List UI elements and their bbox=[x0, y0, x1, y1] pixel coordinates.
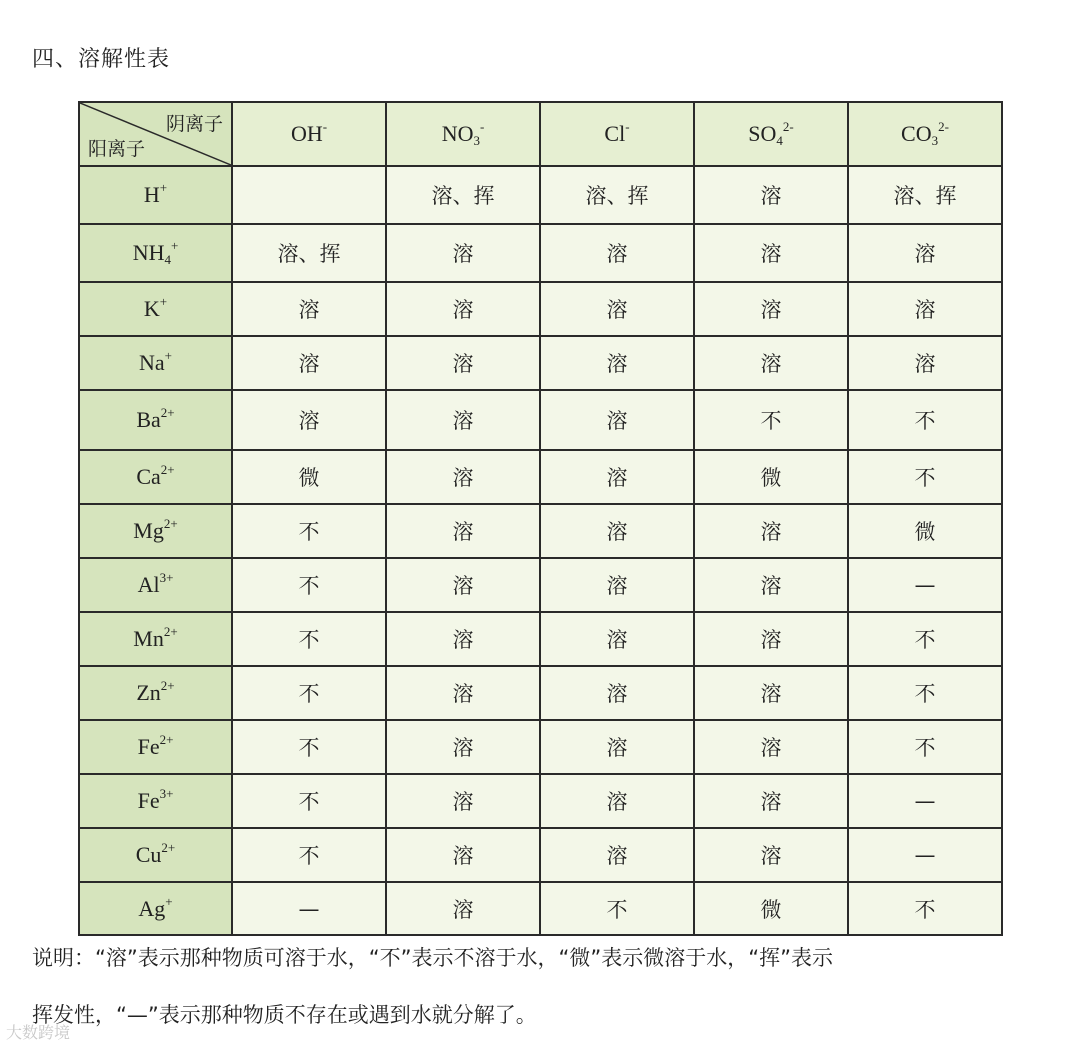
watermark: 大数跨境 bbox=[6, 1023, 71, 1042]
solubility-cell: 溶 bbox=[694, 720, 848, 774]
solubility-cell: 不 bbox=[848, 450, 1002, 504]
cation-header bbox=[79, 612, 232, 666]
solubility-cell: 不 bbox=[848, 882, 1002, 935]
solubility-cell: 不 bbox=[848, 390, 1002, 450]
cation-header bbox=[79, 166, 232, 224]
legend-note-line1: 说明：“溶”表示那种物质可溶于水，“不”表示不溶于水，“微”表示微溶于水，“挥”表示 bbox=[32, 946, 834, 970]
solubility-cell: 微 bbox=[232, 450, 386, 504]
solubility-cell: 溶 bbox=[386, 282, 540, 336]
solubility-cell: 溶 bbox=[694, 774, 848, 828]
solubility-cell: 溶 bbox=[694, 612, 848, 666]
cation-header bbox=[79, 450, 232, 504]
table-row bbox=[79, 828, 1002, 882]
table-row bbox=[79, 282, 1002, 336]
cation-formula: $Ba^{2+}$ bbox=[136, 405, 175, 432]
solubility-cell: 不 bbox=[540, 882, 694, 935]
solubility-cell: 溶 bbox=[386, 390, 540, 450]
solubility-cell: 不 bbox=[848, 666, 1002, 720]
cation-header bbox=[79, 504, 232, 558]
cation-header bbox=[79, 882, 232, 935]
solubility-cell: 溶 bbox=[386, 224, 540, 282]
solubility-cell: 不 bbox=[848, 720, 1002, 774]
table-row bbox=[79, 336, 1002, 390]
anion-formula: $SO_4^{2-}$ bbox=[748, 119, 794, 148]
header-row bbox=[79, 102, 1002, 166]
legend-note-line2: 挥发性，“—”表示那种物质不存在或遇到水就分解了。 bbox=[32, 1003, 537, 1027]
solubility-cell: 溶 bbox=[540, 720, 694, 774]
anion-formula: $NO_3^-$ bbox=[441, 119, 485, 148]
cation-header bbox=[79, 558, 232, 612]
solubility-cell: 微 bbox=[694, 882, 848, 935]
table-row bbox=[79, 558, 1002, 612]
solubility-cell: 溶 bbox=[694, 166, 848, 224]
cation-header bbox=[79, 282, 232, 336]
solubility-cell: 溶 bbox=[386, 666, 540, 720]
cation-formula: H+ bbox=[143, 180, 168, 207]
solubility-cell: 不 bbox=[232, 558, 386, 612]
solubility-cell: 溶、挥 bbox=[386, 166, 540, 224]
cation-header bbox=[79, 828, 232, 882]
cation-formula: $Fe^{2+}$ bbox=[137, 732, 174, 759]
solubility-cell: 微 bbox=[694, 450, 848, 504]
cation-formula: $Al^{3+}$ bbox=[137, 570, 174, 597]
solubility-cell: 溶、挥 bbox=[540, 166, 694, 224]
cation-formula: $Zn^{2+}$ bbox=[136, 678, 175, 705]
solubility-cell: 溶 bbox=[386, 720, 540, 774]
cation-formula: $Cu^{2+}$ bbox=[135, 840, 176, 867]
cation-formula: K+ bbox=[143, 294, 168, 321]
cation-header bbox=[79, 390, 232, 450]
solubility-cell: 溶 bbox=[386, 882, 540, 935]
solubility-cell: 溶 bbox=[694, 828, 848, 882]
solubility-table bbox=[78, 101, 1003, 936]
cation-formula: $Mg^{2+}$ bbox=[133, 516, 178, 543]
cation-formula: $Mn^{2+}$ bbox=[133, 624, 178, 651]
anion-header bbox=[540, 102, 694, 166]
solubility-cell: 溶 bbox=[694, 666, 848, 720]
cation-axis-label: 阳离子 bbox=[88, 138, 146, 160]
anion-header bbox=[848, 102, 1002, 166]
solubility-cell: 溶 bbox=[848, 336, 1002, 390]
solubility-cell: 不 bbox=[232, 720, 386, 774]
cation-header bbox=[79, 774, 232, 828]
table-row bbox=[79, 504, 1002, 558]
solubility-cell: — bbox=[232, 882, 386, 935]
solubility-cell: — bbox=[848, 558, 1002, 612]
solubility-cell: 溶 bbox=[694, 336, 848, 390]
cation-formula: Ag+ bbox=[138, 893, 173, 921]
solubility-cell: 溶 bbox=[540, 666, 694, 720]
solubility-cell: 溶、挥 bbox=[232, 224, 386, 282]
cation-header bbox=[79, 224, 232, 282]
solubility-cell: 不 bbox=[232, 504, 386, 558]
table-row bbox=[79, 666, 1002, 720]
solubility-cell: 不 bbox=[232, 828, 386, 882]
solubility-cell: 溶 bbox=[540, 224, 694, 282]
solubility-cell: 溶 bbox=[694, 504, 848, 558]
solubility-cell: 溶 bbox=[848, 282, 1002, 336]
table-row bbox=[79, 224, 1002, 282]
solubility-cell bbox=[232, 166, 386, 224]
solubility-cell: 溶 bbox=[386, 612, 540, 666]
cation-formula: $Fe^{3+}$ bbox=[137, 786, 174, 813]
anion-header bbox=[232, 102, 386, 166]
cation-header bbox=[79, 666, 232, 720]
solubility-cell: 溶 bbox=[386, 450, 540, 504]
solubility-cell: 溶 bbox=[232, 390, 386, 450]
solubility-cell: — bbox=[848, 828, 1002, 882]
corner-cell bbox=[79, 102, 232, 166]
anion-axis-label: 阴离子 bbox=[165, 113, 223, 135]
anion-header bbox=[386, 102, 540, 166]
solubility-cell: 溶 bbox=[232, 336, 386, 390]
solubility-cell: 不 bbox=[232, 612, 386, 666]
solubility-cell: 溶 bbox=[386, 774, 540, 828]
solubility-cell: 不 bbox=[232, 666, 386, 720]
solubility-cell: 溶 bbox=[386, 504, 540, 558]
table-row bbox=[79, 390, 1002, 450]
cation-header bbox=[79, 720, 232, 774]
solubility-cell: 溶 bbox=[540, 774, 694, 828]
solubility-cell: 不 bbox=[848, 612, 1002, 666]
cation-header bbox=[79, 336, 232, 390]
solubility-cell: 溶 bbox=[540, 282, 694, 336]
solubility-cell: 溶 bbox=[694, 224, 848, 282]
table-row bbox=[79, 774, 1002, 828]
solubility-cell: 溶 bbox=[540, 336, 694, 390]
section-title: 四、溶解性表 bbox=[32, 47, 171, 72]
solubility-cell: 溶 bbox=[694, 558, 848, 612]
solubility-cell: 溶、挥 bbox=[848, 166, 1002, 224]
solubility-cell: 溶 bbox=[694, 282, 848, 336]
anion-formula: $CO_3^{2-}$ bbox=[901, 119, 949, 148]
solubility-cell: 溶 bbox=[386, 828, 540, 882]
solubility-cell: 溶 bbox=[232, 282, 386, 336]
cation-formula: Na+ bbox=[139, 348, 172, 375]
table-row bbox=[79, 720, 1002, 774]
solubility-cell: 溶 bbox=[386, 336, 540, 390]
solubility-cell: 溶 bbox=[540, 504, 694, 558]
solubility-cell: 溶 bbox=[540, 558, 694, 612]
table-row bbox=[79, 882, 1002, 935]
cation-formula: $Ca^{2+}$ bbox=[136, 462, 175, 489]
solubility-cell: 微 bbox=[848, 504, 1002, 558]
cation-formula: $NH_4^+$ bbox=[132, 238, 179, 267]
anion-formula: OH- bbox=[290, 119, 328, 146]
solubility-cell: 溶 bbox=[848, 224, 1002, 282]
solubility-cell: — bbox=[848, 774, 1002, 828]
solubility-cell: 溶 bbox=[540, 612, 694, 666]
solubility-cell: 溶 bbox=[540, 828, 694, 882]
anion-header bbox=[694, 102, 848, 166]
solubility-cell: 溶 bbox=[540, 450, 694, 504]
table-row bbox=[79, 450, 1002, 504]
table-row bbox=[79, 166, 1002, 224]
anion-formula: Cl- bbox=[604, 119, 630, 146]
solubility-cell: 溶 bbox=[386, 558, 540, 612]
solubility-cell: 不 bbox=[694, 390, 848, 450]
table-row bbox=[79, 612, 1002, 666]
solubility-cell: 溶 bbox=[540, 390, 694, 450]
solubility-cell: 不 bbox=[232, 774, 386, 828]
